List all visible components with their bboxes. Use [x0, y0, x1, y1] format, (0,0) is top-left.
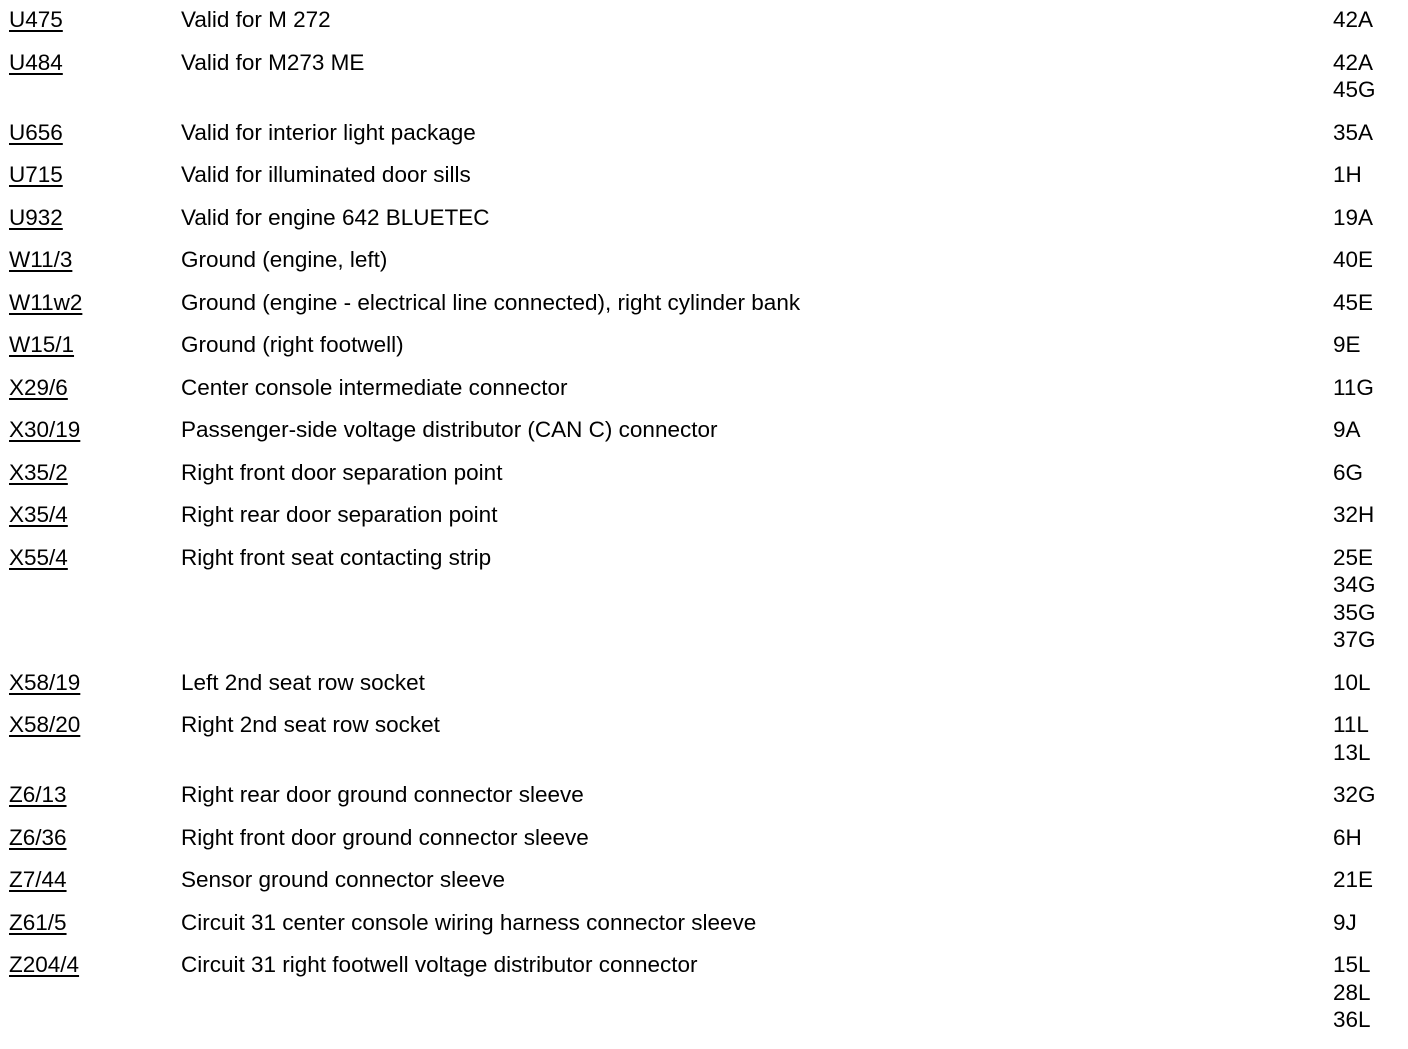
component-description: Valid for M 272 [181, 7, 331, 32]
grid-locations [1333, 669, 1393, 697]
grid-locations [1333, 416, 1393, 444]
component-code-link[interactable]: W11/3 [9, 247, 73, 272]
grid-location: 32H [1333, 502, 1375, 527]
grid-locations [1333, 119, 1393, 147]
grid-location: 9E [1333, 332, 1361, 357]
legend-row [9, 909, 1399, 937]
legend-row [9, 119, 1399, 147]
grid-locations [1333, 246, 1393, 274]
component-description: Right rear door ground connector sleeve [181, 782, 584, 807]
component-code-link[interactable]: Z204/4 [9, 952, 80, 977]
grid-locations [1333, 374, 1393, 402]
component-description: Right rear door separation point [181, 502, 498, 527]
grid-location: 37G [1333, 627, 1376, 652]
grid-location: 13L [1333, 739, 1371, 765]
grid-locations [1333, 289, 1393, 317]
component-code-link[interactable]: X35/2 [9, 459, 68, 485]
component-description: Right front seat contacting strip [181, 544, 492, 570]
legend-row [9, 544, 1399, 654]
legend-row [9, 416, 1399, 444]
grid-location: 42A [1333, 7, 1374, 32]
component-description: Valid for illuminated door sills [181, 162, 471, 187]
legend-row [9, 204, 1399, 232]
grid-locations [1333, 204, 1393, 232]
component-description: Valid for interior light package [181, 119, 476, 145]
grid-locations [1333, 501, 1393, 529]
legend-row [9, 246, 1399, 274]
grid-location: 35A [1333, 119, 1374, 145]
grid-location: 15L [1333, 952, 1371, 977]
grid-location: 11L [1333, 712, 1369, 737]
legend-row [9, 711, 1399, 766]
legend-row [9, 669, 1399, 697]
grid-location: 11G [1333, 374, 1374, 400]
grid-locations [1333, 331, 1393, 359]
component-code-link[interactable]: U932 [9, 204, 63, 230]
component-code-link[interactable]: U656 [9, 119, 63, 145]
legend-row [9, 161, 1399, 189]
legend-row [9, 501, 1399, 529]
component-description: Circuit 31 center console wiring harness connector sleeve [181, 909, 757, 935]
grid-locations [1333, 161, 1393, 189]
component-description: Right front door separation point [181, 459, 503, 485]
legend-row [9, 781, 1399, 809]
component-description: Ground (engine - electrical line connected), right cylinder bank [181, 289, 801, 315]
grid-locations [1333, 824, 1393, 852]
component-description: Passenger-side voltage distributor (CAN C) connector [181, 417, 718, 442]
grid-location: 1H [1333, 162, 1362, 187]
legend-row [9, 49, 1399, 104]
grid-location: 9J [1333, 909, 1357, 935]
component-description: Sensor ground connector sleeve [181, 867, 505, 892]
grid-location: 35G [1333, 599, 1376, 625]
component-code-link[interactable]: U715 [9, 162, 63, 187]
grid-location: 45G [1333, 77, 1376, 102]
legend-row [9, 289, 1399, 317]
component-code-link[interactable]: X30/19 [9, 417, 81, 442]
component-description: Center console intermediate connector [181, 374, 568, 400]
grid-location: 6H [1333, 824, 1362, 850]
grid-locations [1333, 459, 1393, 487]
legend-row [9, 866, 1399, 894]
component-description: Valid for M273 ME [181, 49, 365, 75]
grid-location: 34G [1333, 572, 1376, 597]
component-code-link[interactable]: U475 [9, 7, 63, 32]
component-code-link[interactable]: W11w2 [9, 289, 83, 315]
component-code-link[interactable]: X55/4 [9, 544, 68, 570]
grid-location: 40E [1333, 247, 1374, 272]
component-description: Circuit 31 right footwell voltage distributor connector [181, 952, 698, 977]
grid-location: 25E [1333, 544, 1374, 570]
grid-locations [1333, 6, 1393, 34]
legend-row [9, 374, 1399, 402]
grid-location: 9A [1333, 417, 1361, 442]
component-code-link[interactable]: X29/6 [9, 374, 68, 400]
grid-locations [1333, 781, 1393, 809]
legend-row [9, 331, 1399, 359]
grid-locations [1333, 49, 1393, 104]
grid-locations [1333, 909, 1393, 937]
component-description: Ground (engine, left) [181, 247, 388, 272]
component-code-link[interactable]: Z7/44 [9, 867, 67, 892]
component-description: Right 2nd seat row socket [181, 712, 440, 737]
grid-location: 10L [1333, 669, 1371, 695]
component-description: Right front door ground connector sleeve [181, 824, 589, 850]
legend-row [9, 459, 1399, 487]
grid-locations [1333, 951, 1393, 1034]
component-code-link[interactable]: U484 [9, 49, 63, 75]
component-legend [9, 6, 1399, 1049]
component-code-link[interactable]: Z6/36 [9, 824, 67, 850]
component-code-link[interactable]: X58/20 [9, 712, 81, 737]
component-description: Left 2nd seat row socket [181, 669, 425, 695]
grid-location: 32G [1333, 782, 1376, 807]
legend-row [9, 824, 1399, 852]
component-code-link[interactable]: W15/1 [9, 332, 75, 357]
grid-locations [1333, 544, 1393, 654]
legend-row [9, 951, 1399, 1034]
grid-locations [1333, 711, 1393, 766]
component-code-link[interactable]: X35/4 [9, 502, 68, 527]
component-code-link[interactable]: X58/19 [9, 669, 81, 695]
legend-row [9, 6, 1399, 34]
component-code-link[interactable]: Z6/13 [9, 782, 67, 807]
grid-location: 19A [1333, 204, 1374, 230]
grid-location: 28L [1333, 979, 1371, 1005]
component-description: Ground (right footwell) [181, 332, 404, 357]
grid-location: 36L [1333, 1007, 1371, 1032]
component-description: Valid for engine 642 BLUETEC [181, 204, 490, 230]
component-code-link[interactable]: Z61/5 [9, 909, 67, 935]
grid-location: 42A [1333, 49, 1374, 75]
grid-location: 45E [1333, 289, 1374, 315]
grid-location: 6G [1333, 459, 1364, 485]
grid-locations [1333, 866, 1393, 894]
grid-location: 21E [1333, 867, 1374, 892]
